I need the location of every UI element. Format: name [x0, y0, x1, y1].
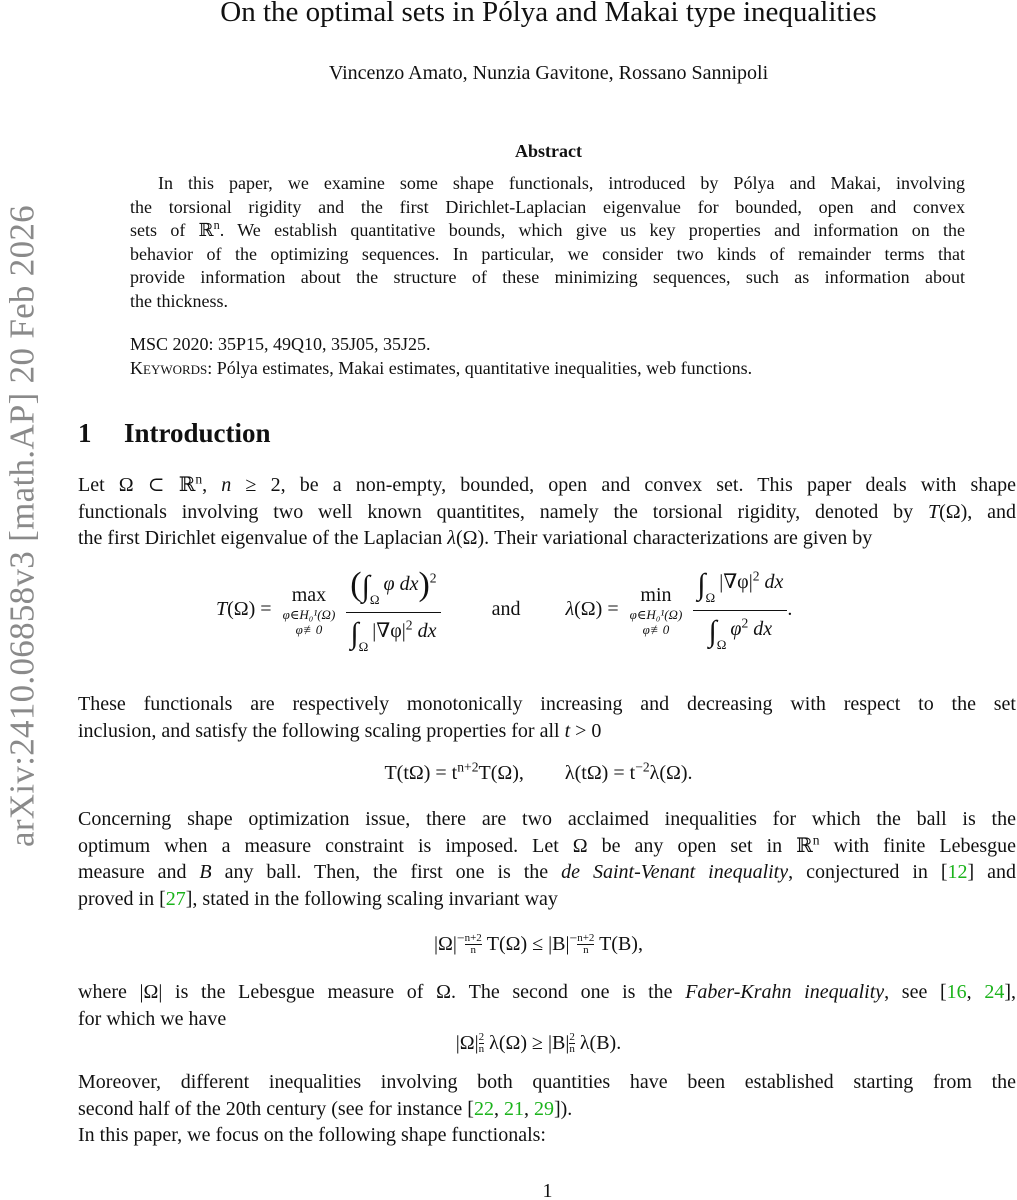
text-run: , see [	[884, 981, 947, 1003]
text-run: the first Dirichlet eigenvalue of the Laplacian	[78, 527, 448, 549]
eq-text: min	[640, 584, 672, 606]
text-line	[130, 219, 965, 243]
eq-symbol: λ	[565, 598, 575, 621]
text-run: (Ω). Their variational characterizations are given by	[455, 527, 873, 549]
text-line	[130, 172, 965, 196]
equation-faber-krahn	[0, 1032, 1017, 1055]
msc-codes: MSC 2020: 35P15, 49Q10, 35J05, 35J25.	[130, 334, 431, 354]
eq-text: λ(Ω) ≥ |B|	[489, 1032, 570, 1054]
text-line	[78, 499, 1016, 526]
italic-text: B	[199, 861, 212, 883]
italic-text: t	[564, 719, 571, 742]
eq-and: and	[491, 598, 521, 621]
text-run: (Ω), and	[939, 500, 1016, 523]
paragraph-3	[78, 806, 1016, 912]
integral-sign: ∫	[350, 617, 359, 650]
text-line	[78, 691, 1016, 718]
eq-frac-den: n	[583, 944, 589, 956]
section-title: Introduction	[124, 418, 271, 448]
superscript: n	[213, 218, 220, 232]
eq-text: max	[291, 584, 327, 606]
eq-sup: −	[569, 930, 578, 946]
superscript: n	[812, 831, 820, 847]
page-number: 1	[542, 1180, 553, 1200]
citation-link[interactable]: 27	[165, 887, 186, 910]
eq-sup: −2	[635, 759, 650, 775]
text-line	[78, 806, 1016, 833]
eq-text: (Ω) =	[227, 598, 272, 621]
eq-frac-num: n+2	[464, 932, 482, 944]
italic-text: λ	[447, 527, 456, 549]
eq-frac-den: n	[478, 1043, 485, 1055]
text-run: measure and	[78, 861, 200, 883]
text-run: Let Ω ⊂ ℝ	[78, 474, 196, 496]
equation-scaling	[0, 759, 1017, 785]
equation-saint-venant	[0, 930, 1017, 956]
eq-text: (Ω) =	[574, 598, 619, 621]
eq-frac-num: n+2	[577, 932, 595, 944]
eq-sub: Ω	[705, 590, 716, 605]
eq-text: φ dx	[383, 573, 419, 595]
keywords-label: Keywords:	[130, 358, 213, 378]
paragraph-4	[78, 979, 1016, 1032]
integral-sign: ∫	[708, 615, 717, 648]
text-run: proved in [	[78, 887, 166, 910]
eq-sup: −	[456, 930, 465, 946]
text-run: Moreover, different inequalities involving both quantities have been established starting from the	[78, 1071, 1016, 1093]
text-line	[130, 290, 965, 314]
text-line	[78, 718, 1016, 745]
eq-sup: 2	[405, 617, 413, 633]
eq-sup: n+2	[457, 759, 479, 775]
text-run: optimum when a measure constraint is imposed. Let Ω be any open set in ℝ	[78, 834, 813, 857]
eq-sub: Ω	[369, 592, 380, 607]
eq-text: T(tΩ) = t	[384, 762, 458, 784]
paragraph-2	[78, 691, 1016, 744]
abstract-body	[130, 172, 965, 313]
eq-text: φ	[730, 618, 742, 640]
text-run: functionals involving two well known quantitites, namely the torsional rigidity, denoted by	[78, 500, 928, 523]
eq-text: λ(tΩ) = t	[564, 762, 636, 784]
text-run: ≥ 2, be a non-empty, bounded, open and convex set. This paper deals with shape	[231, 474, 1016, 496]
equation-variational	[216, 566, 792, 655]
eq-text: dx	[412, 620, 437, 642]
text-line	[78, 472, 1016, 499]
min-operator	[630, 584, 683, 637]
citation-link[interactable]: 21	[503, 1097, 524, 1120]
italic-text: T	[927, 500, 940, 523]
text-run: . We establish quantitative bounds, which give us key properties and information on the	[219, 220, 966, 240]
text-run: In this paper, we focus on the following shape functionals:	[78, 1124, 546, 1146]
text-line	[78, 525, 1016, 552]
eq-symbol: T	[216, 598, 228, 621]
eq-text: .	[787, 598, 793, 621]
eq-sup: 2	[741, 615, 749, 631]
eq-frac-num: 2	[478, 1031, 485, 1043]
eq-sup: 2	[752, 568, 760, 584]
integral-sign: ∫	[361, 570, 370, 603]
arxiv-stamp: arXiv:2410.06858v3 [math.AP] 20 Feb 2026	[2, 205, 42, 847]
citation-link[interactable]: 16	[946, 981, 967, 1003]
italic-text: de Saint-Venant inequality	[561, 861, 789, 883]
torsion-fraction: $\frac{(\int_\Omega\varphi dx)^2}{\int_\Omega|\nabla\varphi|^2 dx}$	[346, 566, 440, 655]
text-line	[130, 196, 965, 220]
text-line	[130, 243, 965, 267]
text-run: In this paper, we examine some shape functionals, introduced by Pólya and Makai, involving	[158, 173, 965, 193]
text-run: , conjectured in [	[788, 861, 948, 883]
eq-text: T(Ω) ≤ |B|	[486, 933, 570, 955]
text-run: the thickness.	[130, 290, 228, 311]
integral-sign: ∫	[697, 568, 706, 601]
text-run: These functionals are respectively monotonically increasing and decreasing with respect to the set	[78, 693, 1016, 715]
authors: Vincenzo Amato, Nunzia Gavitone, Rossano Sannipoli	[328, 62, 769, 84]
text-line	[130, 266, 965, 290]
eq-text: λ(Ω).	[649, 762, 693, 784]
abstract-heading: Abstract	[515, 141, 582, 161]
eq-sub: Ω	[716, 637, 727, 652]
eq-text: T(Ω),	[478, 762, 524, 784]
text-run: behavior of the optimizing sequences. In particular, we consider two kinds of remainder terms that	[130, 243, 965, 264]
text-run: sets of ℝ	[130, 220, 214, 240]
text-run: > 0	[570, 719, 602, 742]
text-line	[78, 979, 1016, 1006]
eq-sub: Ω	[358, 639, 369, 654]
text-line	[78, 886, 1016, 913]
paragraph-1	[78, 472, 1016, 552]
eq-text: |Ω|	[434, 933, 457, 955]
eq-frac-num: 2	[569, 1031, 575, 1043]
text-run: ,	[493, 1097, 504, 1120]
text-line	[78, 833, 1016, 860]
text-line	[78, 859, 1016, 886]
superscript: n	[195, 471, 203, 487]
text-run: inclusion, and satisfy the following scaling properties for all	[78, 719, 565, 742]
paragraph-5	[78, 1069, 1016, 1149]
italic-text: n	[221, 474, 232, 496]
citation-link[interactable]: 22	[473, 1097, 494, 1120]
text-run: ,	[523, 1097, 534, 1120]
section-number: 1	[78, 418, 92, 448]
text-run: ] and	[967, 861, 1016, 883]
keywords-text: Pólya estimates, Makai estimates, quantitative inequalities, web functions.	[212, 358, 753, 378]
text-run: provide information about the structure of these minimizing sequences, such as information about	[130, 267, 965, 287]
eq-text: |∇φ|	[372, 620, 406, 642]
eigenvalue-fraction	[693, 568, 787, 653]
text-line	[78, 1069, 1016, 1096]
text-line	[78, 1006, 1016, 1033]
text-run: with finite Lebesgue	[819, 834, 1016, 857]
paper-title: On the optimal sets in Pólya and Makai type inequalities	[220, 0, 877, 28]
text-run: ], stated in the following scaling invariant way	[185, 887, 558, 910]
citation-link[interactable]: 24	[984, 981, 1005, 1003]
eq-sub: φ≢0	[295, 622, 323, 637]
section-heading	[78, 418, 271, 449]
eq-frac-den: n	[470, 944, 476, 956]
eq-frac-den: n	[569, 1043, 575, 1055]
text-run: ]).	[553, 1097, 573, 1120]
text-run: ,	[966, 981, 985, 1003]
eq-text: T(B),	[599, 933, 643, 955]
eq-sup: 2	[429, 570, 437, 586]
eq-text: λ(B).	[579, 1032, 622, 1054]
eq-text: dx	[748, 618, 773, 640]
text-run: for which we have	[78, 1007, 227, 1030]
text-run: the torsional rigidity and the first Dirichlet-Laplacian eigenvalue for bounded, open and convex	[130, 196, 965, 217]
text-run: ],	[1004, 981, 1016, 1003]
text-line	[78, 1096, 1016, 1123]
eq-text: |Ω|	[455, 1032, 479, 1054]
text-run: second half of the 20th century (see for instance [	[78, 1097, 474, 1120]
text-run: any ball. Then, the first one is the	[211, 861, 562, 883]
max-operator	[283, 584, 336, 637]
text-run: ,	[202, 474, 222, 496]
italic-text: Faber-Krahn inequality	[685, 981, 885, 1003]
eq-sub: φ∈H₀¹(Ω)	[282, 607, 336, 622]
eq-text: dx	[759, 571, 784, 593]
citation-link[interactable]: 12	[947, 861, 968, 883]
keywords	[130, 358, 752, 379]
eq-sub: φ≢0	[642, 622, 670, 637]
eq-sub: φ∈H₀¹(Ω)	[629, 607, 683, 622]
text-run: Concerning shape optimization issue, there are two acclaimed inequalities for which the ball is the	[78, 808, 1016, 830]
text-run: where |Ω| is the Lebesgue measure of Ω. The second one is the	[78, 981, 686, 1003]
text-line	[78, 1122, 1016, 1149]
eq-text: |∇φ|	[719, 571, 753, 593]
citation-link[interactable]: 29	[533, 1097, 554, 1120]
